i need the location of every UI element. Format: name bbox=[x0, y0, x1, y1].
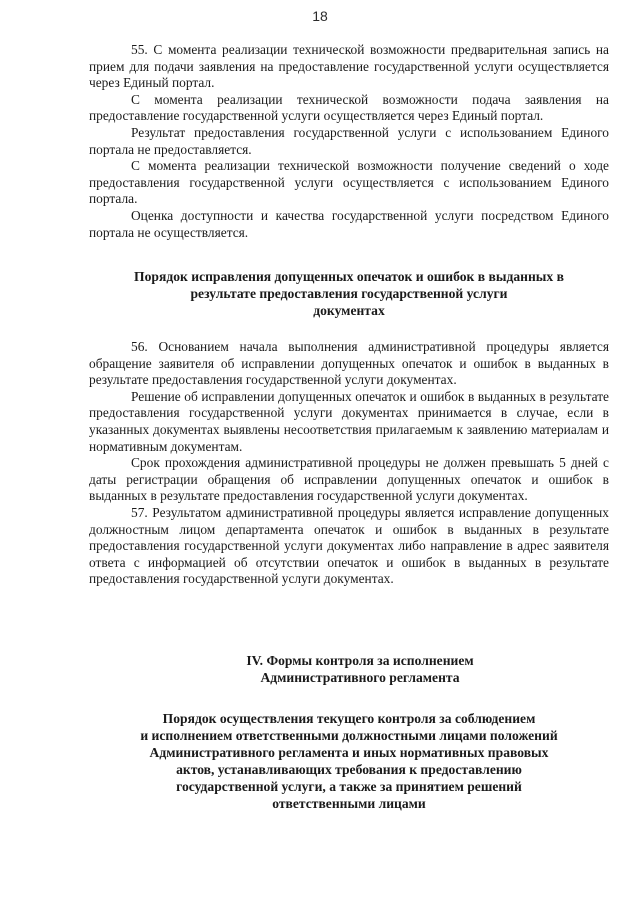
paragraph-56-decision: Решение об исправлении допущенных опечаток и ошибок в выданных в результате предоставления государственной услуги документах принимается в случае, если в указанных документах выявлены несоответствия прилагаемым к заявлению материалам и нормативным документам. bbox=[89, 388, 609, 454]
paragraph-57: 57. Результатом административной процедуры является исправление допущенных должностным лицом департамента опечаток и ошибок в выданных в результате предоставления государственной услуги документах либо направление в адрес заявителя ответа с информацией об отсутствии опечаток и ошибок в выданных в результате предоставления государственной услуги документах. bbox=[89, 504, 609, 587]
heading-line: ответственными лицами bbox=[272, 796, 426, 811]
heading-line: IV. Формы контроля за исполнением bbox=[246, 653, 474, 668]
paragraph-56-deadline: Срок прохождения административной процедуры не должен превышать 5 дней с даты регистрации обращения об исправлении допущенных опечаток и ошибок в выданных в результате предоставления государственной услуги документах. bbox=[89, 455, 609, 504]
heading-line: государственной услуги, а также за принятием решений bbox=[176, 779, 522, 794]
section-55 bbox=[89, 42, 609, 241]
paragraph-55-evaluation: Оценка доступности и качества государственной услуги посредством Единого портала не осуществляется. bbox=[89, 207, 609, 240]
heading-line: Административного регламента bbox=[260, 670, 460, 685]
section-56-57 bbox=[89, 339, 609, 588]
section-heading-corrections bbox=[89, 268, 609, 319]
heading-line: Административного регламента и иных нормативных правовых bbox=[149, 745, 549, 760]
heading-line: и исполнением ответственными должностными лицами положений bbox=[140, 728, 558, 743]
section-heading-current-control bbox=[89, 710, 609, 812]
heading-line: Порядок исправления допущенных опечаток и ошибок в выданных в bbox=[134, 269, 564, 284]
heading-line: Порядок осуществления текущего контроля за соблюдением bbox=[162, 711, 536, 726]
page-number: 18 bbox=[312, 8, 328, 24]
paragraph-55-submission: С момента реализации технической возможности подача заявления на предоставление государственной услуги осуществляется через Единый портал. bbox=[89, 91, 609, 124]
paragraph-56: 56. Основанием начала выполнения административной процедуры является обращение заявителя об исправлении допущенных опечаток и ошибок в выданных в результате предоставления государственной услуги документах. bbox=[89, 339, 609, 388]
heading-line: результате предоставления государственной услуги bbox=[190, 286, 508, 301]
chapter-heading-control bbox=[100, 652, 620, 686]
heading-line: актов, устанавливающих требования к предоставлению bbox=[176, 762, 522, 777]
paragraph-55: 55. С момента реализации технической возможности предварительная запись на прием для подачи заявления на предоставление государственной услуги осуществляется через Единый портал. bbox=[89, 42, 609, 91]
heading-line: документах bbox=[313, 303, 385, 318]
paragraph-55-result: Результат предоставления государственной услуги с использованием Единого портала не предоставляется. bbox=[89, 124, 609, 157]
paragraph-55-status: С момента реализации технической возможности получение сведений о ходе предоставления государственной услуги осуществляется с использованием Единого портала. bbox=[89, 158, 609, 207]
